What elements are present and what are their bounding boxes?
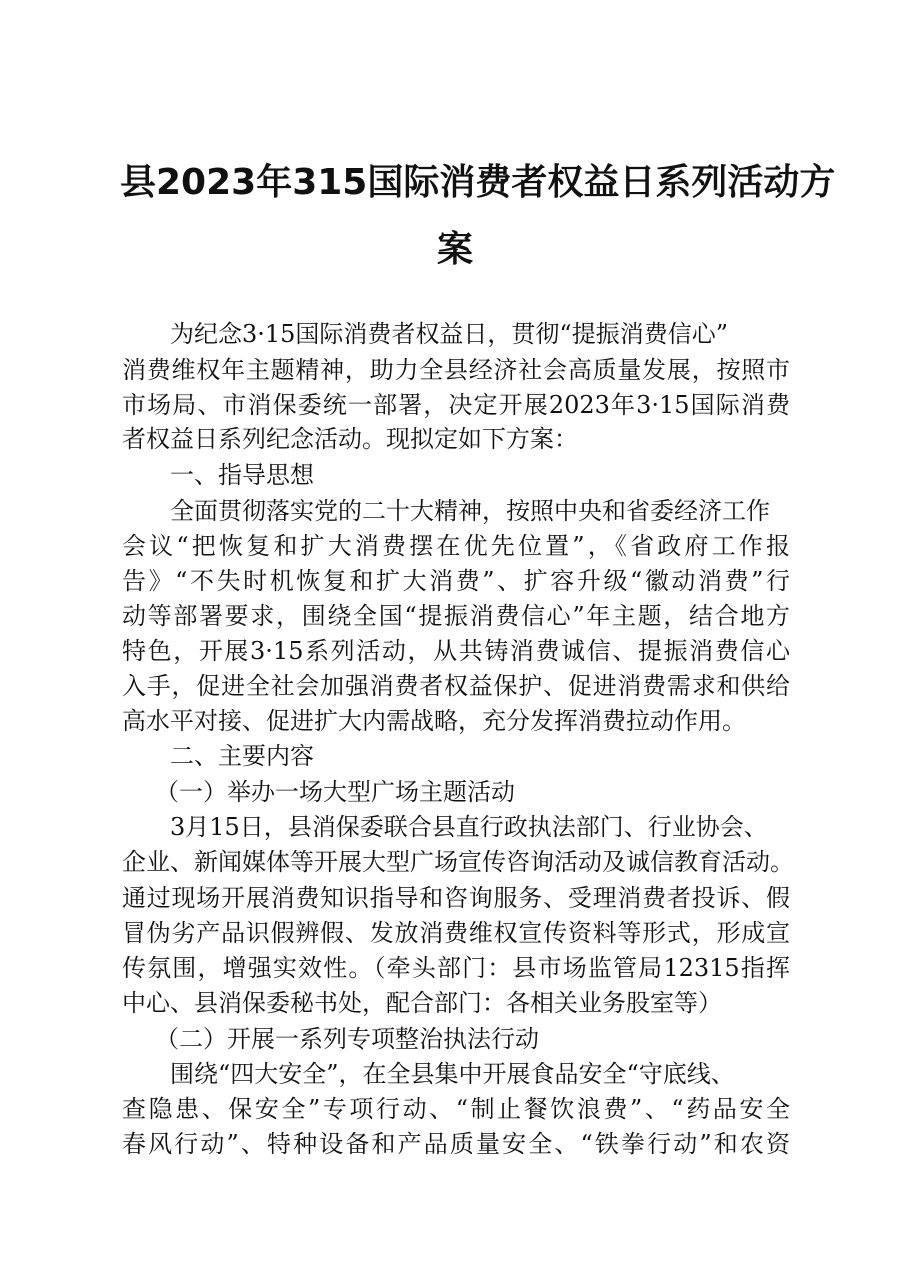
paragraph-line: 中心、县消保委秘书处，配合部门：各相关业务股室等） [122,989,722,1017]
paragraph-line: 查隐患、保安全”专项行动、“制止餐饮浪费”、“药品安全 [122,1095,790,1123]
paragraph-line: 入手，促进全社会加强消费者权益保护、促进消费需求和供给 [122,672,790,700]
paragraph-line: 高水平对接、促进扩大内需战略，充分发挥消费拉动作用。 [122,707,746,735]
paragraph-line: 企业、新闻媒体等开展大型广场宣传咨询活动及诚信教育活动。 [122,848,794,876]
paragraph-line: 会议“把恢复和扩大消费摆在优先位置”，《省政府工作报 [122,532,790,560]
paragraph-line: 为纪念3·15国际消费者权益日，贯彻“提振消费信心” [170,320,728,348]
subsection-heading: （一）举办一场大型广场主题活动 [155,778,515,806]
paragraph-line: 春风行动”、特种设备和产品质量安全、“铁拳行动”和农资 [122,1130,790,1158]
subsection-heading: （二）开展一系列专项整治执法行动 [155,1025,539,1053]
paragraph-line: 围绕“四大安全”，在全县集中开展食品安全“守底线、 [170,1060,735,1088]
document-title-line-2: 案 [436,229,473,270]
paragraph-line: 者权益日系列纪念活动。现拟定如下方案： [122,425,578,453]
paragraph-line: 3月15日，县消保委联合县直行政执法部门、行业协会、 [170,813,768,841]
paragraph-line: 消费维权年主题精神，助力全县经济社会高质量发展，按照市 [122,356,790,384]
paragraph-line: 传氛围，增强实效性。（牵头部门：县市场监管局12315指挥 [122,954,790,982]
section-heading: 一、指导思想 [170,461,314,489]
paragraph-line: 冒伪劣产品识假辨假、发放消费维权宣传资料等形式，形成宣 [122,919,790,947]
document-title-line-1: 县2023年315国际消费者权益日系列活动方 [120,162,836,203]
paragraph-line: 市场局、市消保委统一部署，决定开展2023年3·15国际消费 [122,391,790,419]
paragraph-line: 通过现场开展消费知识指导和咨询服务、受理消费者投诉、假 [122,884,790,912]
paragraph-line: 全面贯彻落实党的二十大精神，按照中央和省委经济工作 [170,497,770,525]
paragraph-line: 告》“不失时机恢复和扩大消费”、扩容升级“徽动消费”行 [122,567,790,595]
paragraph-line: 动等部署要求，围绕全国“提振消费信心”年主题，结合地方 [122,602,790,630]
section-heading: 二、主要内容 [170,742,314,770]
paragraph-line: 特色，开展3·15系列活动，从共铸消费诚信、提振消费信心 [122,637,790,665]
